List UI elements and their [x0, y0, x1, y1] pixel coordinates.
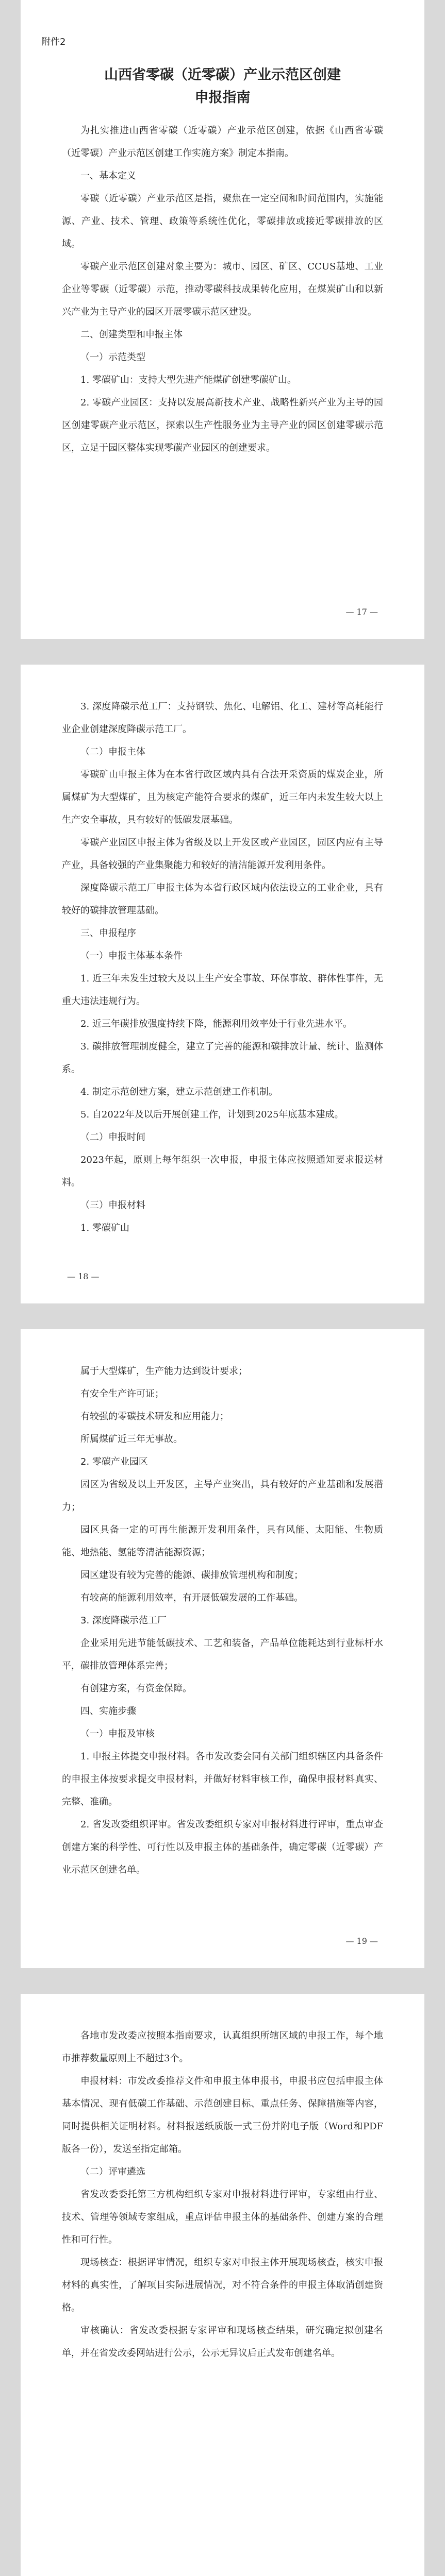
paragraph: 1. 近三年未发生过较大及以上生产安全事故、环保事故、群体性事件，无重大违法违规行为。 — [62, 973, 383, 1007]
subsection-heading: （一）申报主体基本条件 — [80, 951, 183, 961]
section-heading: 三、申报程序 — [80, 928, 136, 939]
subsection-heading: （一）申报及审核 — [80, 1728, 155, 1739]
subsection-heading: （一）示范类型 — [80, 352, 145, 363]
subsection-heading: （三）申报材料 — [80, 1200, 145, 1211]
paragraph: 各地市发改委应按照本指南要求，认真组织所辖区域的申报工作，每个地市推荐数量原则上不超过3个。 — [62, 2030, 383, 2064]
section-heading: 二、创建类型和申报主体 — [80, 329, 183, 340]
paragraph: 现场核查：根据评审情况，组织专家对申报主体开展现场核查，核实申报材料的真实性，了解项目实际进展情况，对不符合条件的申报主体取消创建资格。 — [62, 2257, 383, 2313]
document-page-17 — [21, 0, 424, 639]
page-number: — 18 — — [67, 1272, 100, 1281]
paragraph: 有安全生产许可证； — [80, 1388, 164, 1399]
intro-paragraph: 为扎实推进山西省零碳（近零碳）产业示范区创建，依据《山西省零碳（近零碳）产业示范区创建工作实施方案》制定本指南。 — [62, 125, 383, 159]
paragraph: 5. 自2022年及以后开展创建工作，计划到2025年底基本建成。 — [80, 1109, 344, 1120]
paragraph: 申报材料：市发改委推荐文件和申报主体申报书，申报书应包括申报主体基本情况、现有低碳工作基础、示范创建目标、重点任务、保障措施等内容，同时提供相关证明材料。材料报送纸质版一式三份并附电子版（Word和PDF版各一份），发送至指定邮箱。 — [62, 2076, 383, 2155]
document-title-line-2: 申报指南 — [194, 90, 251, 106]
subsection-heading: 3. 深度降碳示范工厂 — [80, 1615, 167, 1626]
subsection-heading: （二）评审遴选 — [80, 2166, 145, 2177]
paragraph: 1. 申报主体提交申报材料。各市发改委会同有关部门组织辖区内具备条件的申报主体按要求提交申报材料，并做好材料审核工作，确保申报材料真实、完整、准确。 — [62, 1751, 383, 1807]
paragraph: 2. 零碳产业园区：支持以发展高新技术产业、战略性新兴产业为主导的园区创建零碳产业示范区，探索以生产性服务业为主导产业的园区创建零碳示范区，立足于园区整体实现零碳产业园区的创建要求。 — [62, 397, 383, 453]
paragraph: 零碳（近零碳）产业示范区是指，聚焦在一定空间和时间范围内，实施能源、产业、技术、管理、政策等系统性优化，零碳排放或接近零碳排放的区域。 — [62, 193, 383, 249]
paragraph: 2. 近三年碳排放强度持续下降，能源利用效率处于行业先进水平。 — [80, 1019, 352, 1029]
paragraph: 有创建方案，有资金保障。 — [80, 1683, 192, 1694]
paragraph: 零碳矿山申报主体为在本省行政区域内具有合法开采资质的煤炭企业，所属煤矿为大型煤矿，且为核定产能符合要求的煤矿，近三年内未发生较大以上生产安全事故，具有较好的低碳发展基础。 — [62, 769, 383, 825]
paragraph: 4. 制定示范创建方案，建立示范创建工作机制。 — [80, 1087, 278, 1097]
paragraph: 园区为省级及以上开发区，主导产业突出，具有较好的产业基础和发展潜力； — [62, 1479, 383, 1513]
subsection-heading: （二）申报主体 — [80, 747, 145, 757]
paragraph: 企业采用先进节能低碳技术、工艺和装备，产品单位能耗达到行业标杆水平，碳排放管理体系完善； — [62, 1638, 383, 1671]
paragraph: 零碳产业园区申报主体为省级及以上开发区或产业园区，园区内应有主导产业，具备较强的产业集聚能力和较好的清洁能源开发利用条件。 — [62, 837, 383, 871]
paragraph: 省发改委委托第三方机构组织专家对申报材料进行评审，专家组由行业、技术、管理等领域专家组成，重点评估申报主体的基础条件、创建方案的合理性和可行性。 — [62, 2189, 383, 2245]
paragraph: 2023年起，原则上每年组织一次申报，申报主体应按照通知要求报送材料。 — [62, 1155, 383, 1188]
document-title-line-1: 山西省零碳（近零碳）产业示范区创建 — [104, 67, 341, 83]
paragraph: 园区具备一定的可再生能源开发利用条件，具有风能、太阳能、生物质能、地热能、氢能等清洁能源资源； — [62, 1524, 383, 1558]
annex-label: 附件2 — [41, 37, 66, 47]
paragraph: 园区建设有较为完善的能源、碳排放管理机构和制度； — [80, 1570, 303, 1581]
paragraph: 有较高的能源利用效率，有开展低碳发展的工作基础。 — [80, 1592, 303, 1603]
paragraph: 所属煤矿近三年无事故。 — [80, 1434, 183, 1445]
paragraph: 零碳产业示范区创建对象主要为：城市、园区、矿区、CCUS基地、工业企业等零碳（近零碳）示范，推动零碳科技成果转化应用，在煤炭矿山和以新兴产业为主导产业的园区开展零碳示范区建设。 — [62, 261, 383, 317]
paragraph: 3. 深度降碳示范工厂：支持钢铁、焦化、电解铝、化工、建材等高耗能行业企业创建深度降碳示范工厂。 — [62, 701, 383, 735]
page-number: — 17 — — [345, 607, 378, 617]
document-page-18 — [21, 665, 424, 1303]
document-page-20 — [21, 1994, 424, 2576]
paragraph: 有较强的零碳技术研发和应用能力； — [80, 1411, 229, 1422]
page-number: — 19 — — [345, 1936, 378, 1946]
paragraph: 1. 零碳矿山：支持大型先进产能煤矿创建零碳矿山。 — [80, 375, 296, 385]
paragraph: 审核确认：省发改委根据专家评审和现场核查结果，研究确定拟创建名单，并在省发改委网站进行公示，公示无异议后正式发布创建名单。 — [62, 2325, 383, 2359]
section-heading: 四、实施步骤 — [80, 1706, 136, 1717]
paragraph: 3. 碳排放管理制度健全，建立了完善的能源和碳排放计量、统计、监测体系。 — [62, 1041, 383, 1075]
document-page-19 — [21, 1329, 424, 1968]
section-heading: 一、基本定义 — [80, 171, 136, 181]
paragraph: 属于大型煤矿，生产能力达到设计要求； — [80, 1366, 248, 1377]
subsection-heading: 2. 零碳产业园区 — [80, 1456, 148, 1467]
subsection-heading: （二）申报时间 — [80, 1132, 145, 1143]
paragraph: 1. 零碳矿山 — [80, 1223, 129, 1233]
paragraph: 2. 省发改委组织评审。省发改委组织专家对申报材料进行评审，重点审查创建方案的科学性、可行性以及申报主体的基础条件，确定零碳（近零碳）产业示范区创建名单。 — [62, 1819, 383, 1875]
paragraph: 深度降碳示范工厂申报主体为本省行政区域内依法设立的工业企业，具有较好的碳排放管理基础。 — [62, 883, 383, 916]
